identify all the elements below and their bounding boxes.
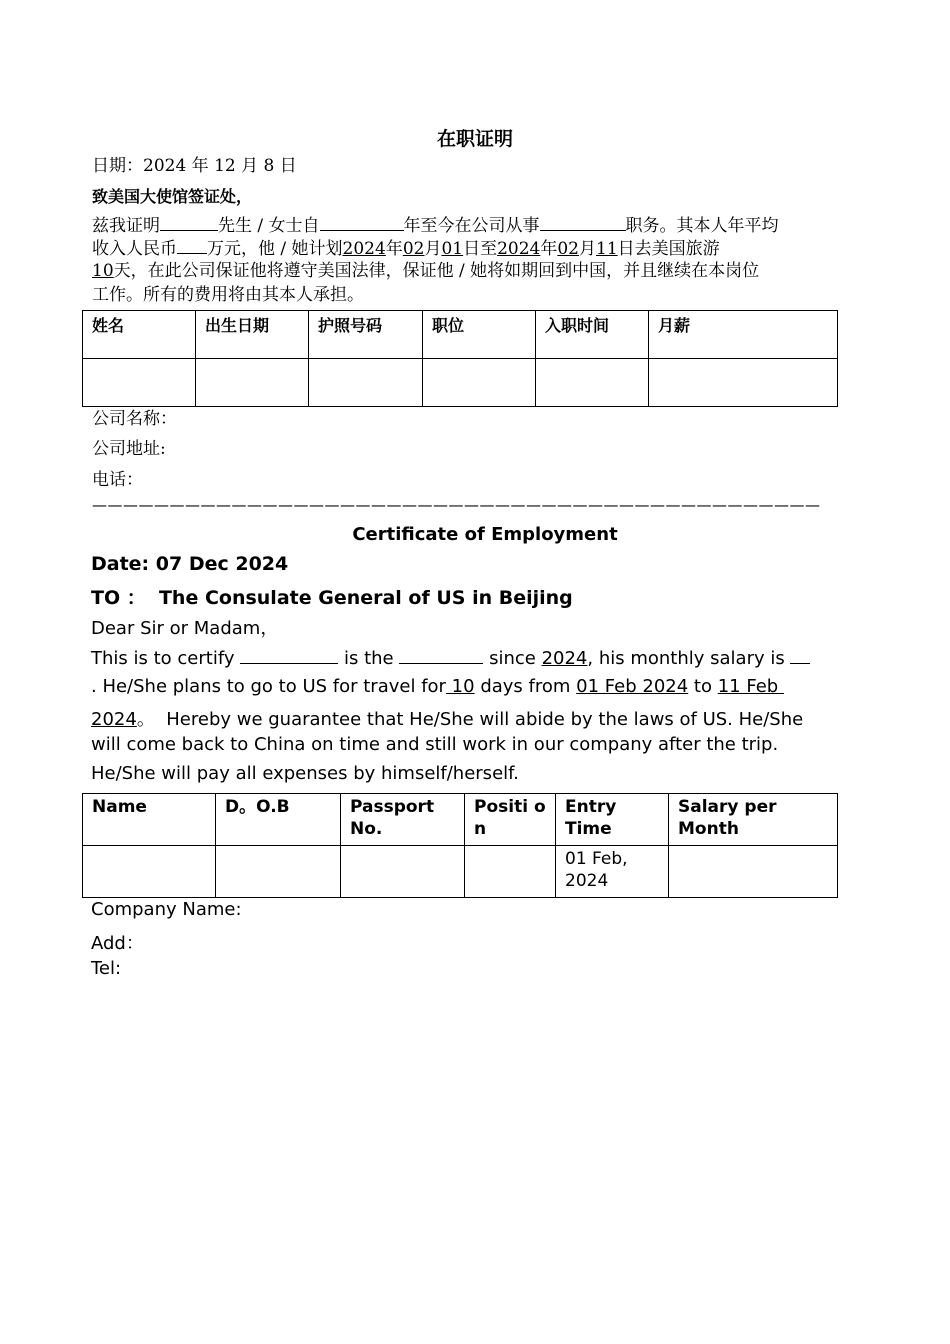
table-header-row (83, 311, 838, 359)
en-since-year: 2024 (541, 648, 588, 669)
table-header-cell: 月薪 (649, 311, 838, 359)
en-info-table (82, 793, 838, 898)
cn-text: 收入人民币 (92, 239, 177, 259)
position-blank (540, 214, 626, 231)
en-from-date: 01 Feb 2024 (576, 676, 689, 697)
cn-paragraph-line-2 (92, 237, 720, 261)
cn-paragraph-line-1 (92, 214, 779, 238)
en-paragraph-line-5: He/She will pay all expenses by himself/herself. (91, 763, 519, 784)
position-blank (399, 647, 483, 664)
cn-company-address: 公司地址: (92, 439, 166, 459)
en-title: Certificate of Employment (352, 524, 618, 545)
cn-text: 日去美国旅游 (617, 239, 720, 259)
table-header-cell: Name (83, 794, 216, 846)
table-cell (83, 359, 196, 407)
cn-phone: 电话： (92, 470, 143, 490)
cn-text: 兹我证明 (92, 216, 160, 236)
cn-days: 10 (92, 261, 114, 281)
cn-text: 年 (385, 239, 403, 259)
cn-day-2: 11 (596, 239, 618, 259)
table-cell (536, 359, 649, 407)
cn-paragraph-line-3 (92, 260, 759, 283)
en-to-date: 11 Feb (717, 676, 784, 697)
cn-text: 职务。其本人年平均 (625, 216, 779, 236)
en-salutation: Dear Sir or Madam， (91, 618, 279, 639)
table-header-cell: Salary per Month (669, 794, 838, 846)
table-cell (309, 359, 423, 407)
en-address: Add： (91, 933, 144, 954)
en-paragraph-line-2 (91, 676, 784, 697)
name-blank (240, 647, 338, 664)
cn-text: 万元，他 / 她计划 (207, 239, 343, 259)
cn-text: 先生 / 女士自 (218, 216, 320, 236)
cn-text: 月 (424, 239, 442, 259)
table-header-cell: 入职时间 (536, 311, 649, 359)
table-header-cell: Entry Time (556, 794, 669, 846)
salary-blank (790, 647, 810, 664)
cn-to-line: 致美国大使馆签证处， (92, 187, 253, 206)
en-days: 10 (445, 676, 475, 697)
en-text: This is to certify (91, 648, 235, 669)
table-header-cell: D。O.B (216, 794, 341, 846)
cn-month-1: 02 (402, 239, 425, 259)
en-paragraph-line-4: will come back to China on time and still work in our company after the trip. (91, 734, 779, 755)
en-to-line: TO ： The Consulate General of US in Beijing (91, 587, 573, 609)
table-cell (465, 846, 556, 898)
en-text: days from (480, 676, 571, 697)
table-header-cell: Passport No. (341, 794, 465, 846)
table-cell (341, 846, 465, 898)
cn-text: 年至今在公司从事 (403, 216, 540, 236)
cn-day-1: 01 (441, 239, 464, 259)
en-text: is the (343, 648, 394, 669)
en-paragraph-line-3 (91, 705, 803, 731)
entry-time-cell: 01 Feb, 2024 (556, 846, 669, 898)
en-tel: Tel: (91, 958, 122, 979)
table-cell (423, 359, 536, 407)
cn-text: 日至 (463, 239, 498, 259)
table-header-row (83, 794, 838, 846)
en-text: 。 Hereby we guarantee that He/She will abide by the laws of US. He/She (136, 709, 804, 730)
section-separator: ——————————————————————————————————————————————— (92, 496, 821, 514)
en-text: . He/She plans to go to US for travel for (91, 676, 446, 697)
table-cell (649, 359, 838, 407)
cn-month-2: 02 (557, 239, 579, 259)
year-blank (320, 214, 404, 231)
table-cell (196, 359, 309, 407)
name-blank (160, 214, 218, 231)
cn-text: 天，在此公司保证他将遵守美国法律，保证他 / 她将如期回到中国，并且继续在本岗位 (113, 261, 760, 281)
cn-title: 在职证明 (436, 128, 513, 150)
en-text: since (489, 648, 536, 669)
cn-company-name: 公司名称： (92, 409, 177, 429)
table-header-cell: 职位 (423, 311, 536, 359)
en-to-date-year: 2024 (91, 709, 137, 730)
en-paragraph-line-1 (91, 647, 810, 669)
cn-info-table (82, 310, 838, 407)
cn-year-1: 2024 (342, 239, 386, 259)
cn-text: 年 (540, 239, 558, 259)
cn-year-2: 2024 (497, 239, 541, 259)
table-cell (669, 846, 838, 898)
cn-date-line: 日期：2024 年 12 月 8 日 (92, 156, 297, 176)
table-header-cell: 出生日期 (196, 311, 309, 359)
cn-text: 月 (579, 239, 596, 259)
table-row (83, 846, 838, 898)
table-header-cell: Positi on (465, 794, 556, 846)
table-row (83, 359, 838, 407)
en-date-line: Date: 07 Dec 2024 (91, 553, 289, 575)
table-header-cell: 姓名 (83, 311, 196, 359)
income-blank (177, 237, 207, 254)
cn-paragraph-line-4: 工作。所有的费用将由其本人承担。 (92, 285, 364, 305)
table-cell (216, 846, 341, 898)
en-text: , his monthly salary is (587, 648, 785, 669)
table-cell (83, 846, 216, 898)
table-header-cell: 护照号码 (309, 311, 423, 359)
en-text: to (693, 676, 712, 697)
en-company-name: Company Name: (91, 899, 242, 920)
